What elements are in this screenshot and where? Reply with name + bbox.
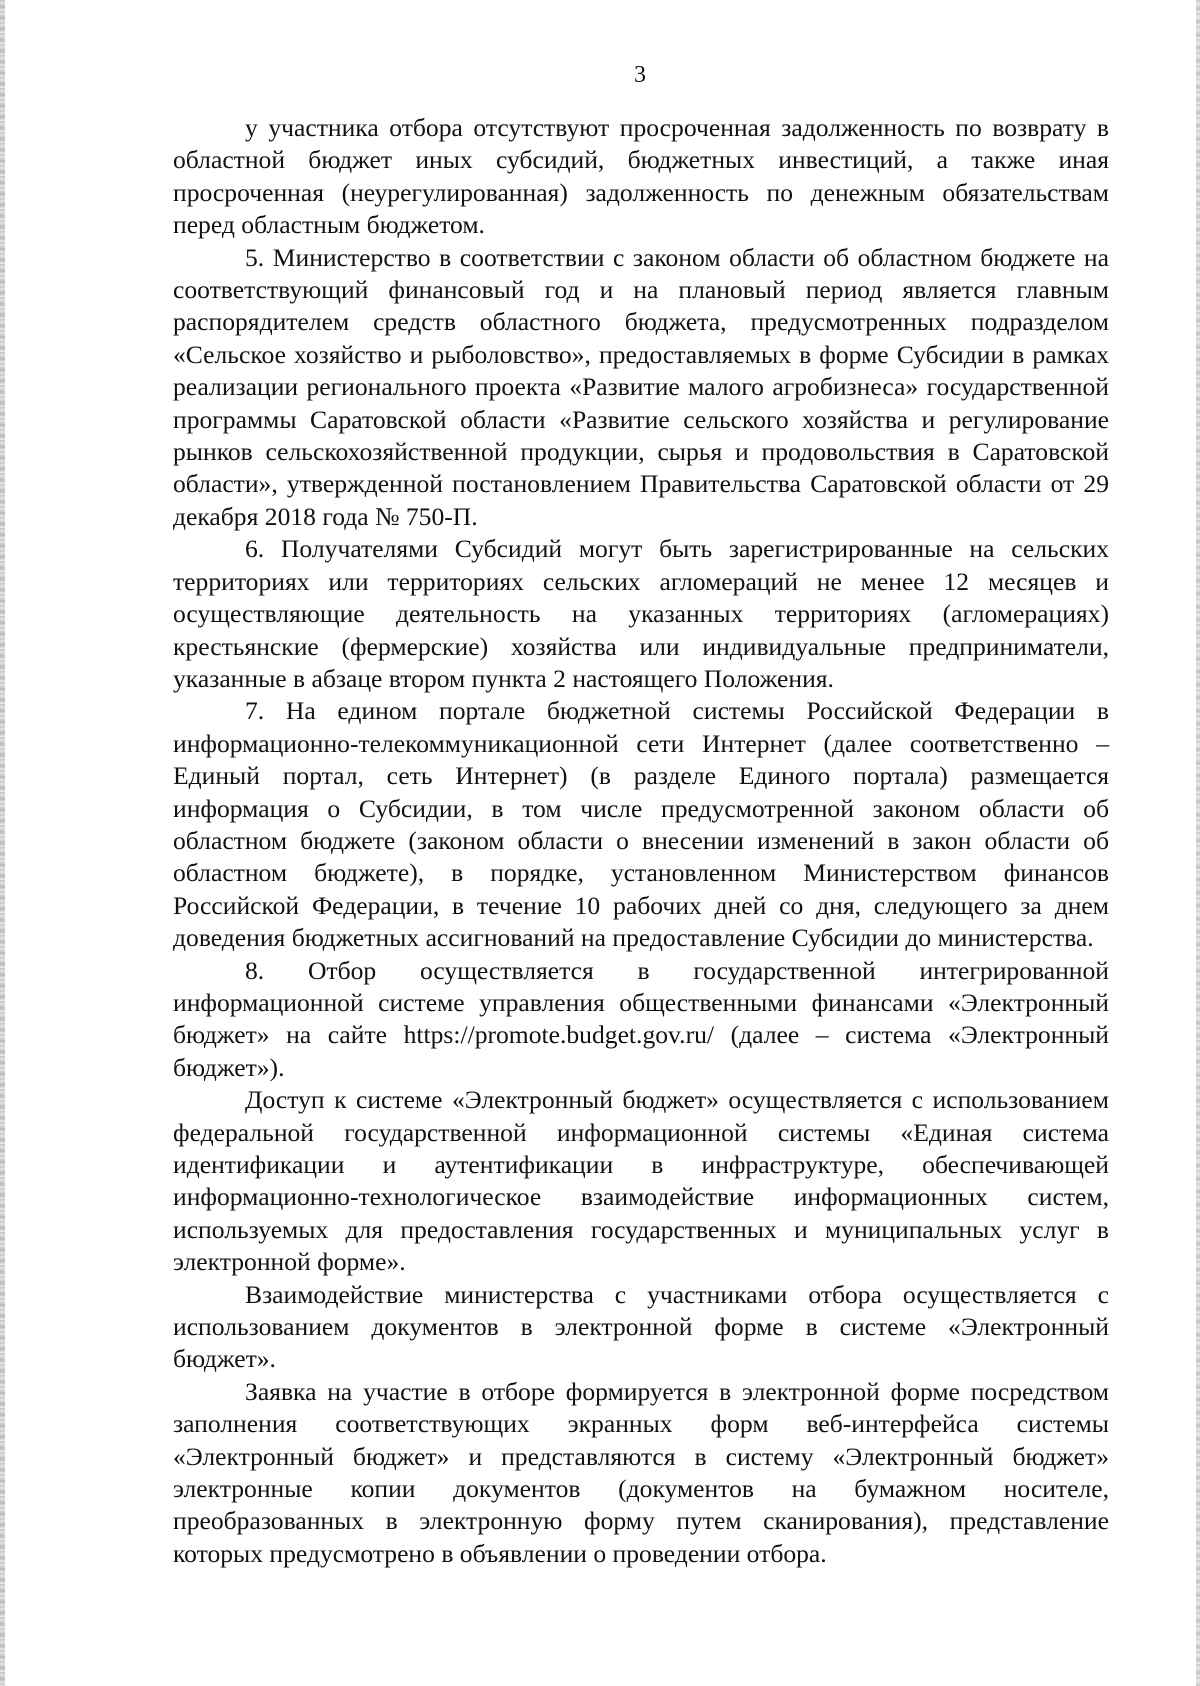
- scan-edge-left: [0, 0, 5, 1686]
- paragraph-application: Заявка на участие в отборе формируется в электронной форме посредством заполнения соответствующих экранных форм веб-интерфейса системы «Электронный бюджет» и представляются в систему «Электронный бюджет» электронные копии документов (документов на бумажном носителе, преобразованных в электронную форму путем сканирования), представление которых предусмотрено в объявлении о проведении отбора.: [173, 1376, 1109, 1568]
- document-body: [173, 112, 1109, 1570]
- paragraph-item-5: 5. Министерство в соответствии с законом области об областном бюджете на соответствующий финансовый год и на плановый период является главным распорядителем средств областного бюджета, предусмотренных подразделом «Сельское хозяйство и рыболовство», предоставляемых в форме Субсидии в рамках реализации регионального проекта «Развитие малого агробизнеса» государственной программы Саратовской области «Развитие сельского хозяйства и регулирование рынков сельскохозяйственной продукции, сырья и продовольствия в Саратовской области», утвержденной постановлением Правительства Саратовской области от 29 декабря 2018 года № 750-П.: [173, 242, 1109, 531]
- scan-edge-right: [1196, 0, 1200, 1686]
- paragraph-item-6: 6. Получателями Субсидий могут быть зарегистрированные на сельских территориях или территориях сельских агломераций не менее 12 месяцев и осуществляющие деятельность на указанных территориях (агломерациях) крестьянские (фермерские) хозяйства или индивидуальные предприниматели, указанные в абзаце втором пункта 2 настоящего Положения.: [173, 534, 1109, 693]
- paragraph-debt-condition: у участника отбора отсутствуют просроченная задолженность по возврату в областной бюджет иных субсидий, бюджетных инвестиций, а также иная просроченная (неурегулированная) задолженность по денежным обязательствам перед областным бюджетом.: [173, 113, 1109, 240]
- paragraph-access: Доступ к системе «Электронный бюджет» осуществляется с использованием федеральной государственной информационной системы «Единая система идентификации и аутентификации в инфраструктуре, обеспечивающей информационно-технологическое взаимодействие информационных систем, используемых для предоставления государственных и муниципальных услуг в электронной форме».: [173, 1085, 1109, 1277]
- paragraph-item-7: 7. На едином портале бюджетной системы Российской Федерации в информационно-телекоммуникационной сети Интернет (далее соответственно – Единый портал, сеть Интернет) (в разделе Единого портала) размещается информация о Субсидии, в том числе предусмотренной законом области об областном бюджете (законом области о внесении изменений в закон области об областном бюджете), в порядке, установленном Министерством финансов Российской Федерации, в течение 10 рабочих дней со дня, следующего за днем доведения бюджетных ассигнований на предоставление Субсидии до министерства.: [173, 696, 1109, 953]
- paragraph-item-8: 8. Отбор осуществляется в государственной интегрированной информационной системе управления общественными финансами «Электронный бюджет» на сайте https://promote.budget.gov.ru/ (далее – система «Электронный бюджет»).: [173, 955, 1109, 1082]
- paragraph-interaction: Взаимодействие министерства с участниками отбора осуществляется с использованием документов в электронной форме в системе «Электронный бюджет».: [173, 1279, 1109, 1374]
- page-number: 3: [634, 62, 646, 88]
